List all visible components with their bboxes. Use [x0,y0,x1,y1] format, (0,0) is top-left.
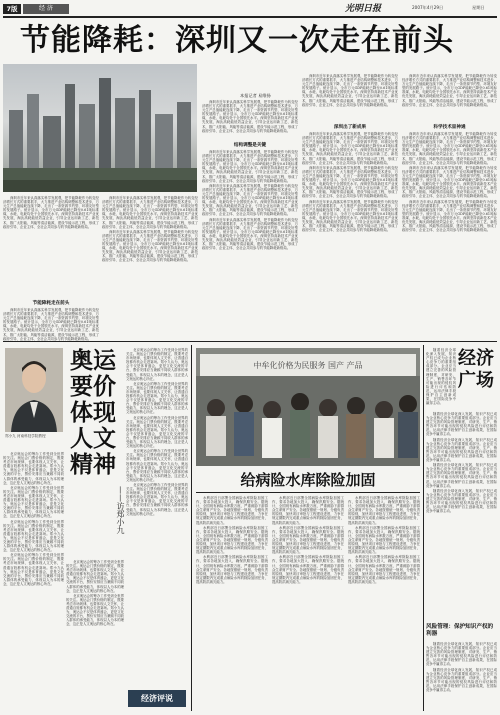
column-intro-text: 随着经济全球化深入发展，知识产权已成为企业核心竞争力的重要组成部分。企业应当建立完善的风险管理制度，对研发、生产、销售各环节可能出现的侵权风险进行评估和防范，运用法律手段保护自主创新成果，在国际竞争中赢得主动。 [426,348,456,406]
health-body-col-2: 水利部近日部署全国病险水库除险加固工作，要求各地加大投入，确保汛期安全。据统计，全国现有病险水库数万座，严重威胁下游群众生命财产安全。各地按照统一规划、分级负责的原则，加快项目审批与工程建设进度，力争在规定期限内完成重点病险水库的除险加固任务，提高防洪减灾能力。 水利部近日部署全国病险水库除险加固工作，要求各地加大投入，确保汛期安全。据统计，全国现有病险水库数万座，严重威胁下游群众生命财产安全。各地按照统一规划、分级负责的原则，加快项目审批与工程建设进度，力争在规定期限内完成重点病险水库的除险加固任务，提高防洪减灾能力。 水利部近日部署全国病险水库除险加固工作，要求各地加大投入，确保汛期安全。据统计，全国现有病险水库数万座，严重威胁下游群众生命财产安全。各地按照统一规划、分级负责的原则，加快项目审批与工程建设进度，力争在规定期限内完成重点病险水库的除险加固任务，提高防洪减灾能力。 [272,496,344,584]
section-divider-rule [3,341,497,342]
portrait-photo [5,348,63,432]
masthead-logo: 光明日报 [345,4,382,14]
vertical-rule-left [191,345,192,711]
commentary-body-col-3: 北京奥运会的筹办工作受到全世界的关注。奥运会门票价格的制定，既要考虑市场规律，也要体现人文关怀，让普通百姓都有机会走进赛场。郑小九认为，奥运会不仅是体育盛会，更是文化交流的平台，票价安排应当兼顾不同收入群体的承受能力，体现以人为本的理念，这正是人文奥运的核心所在。 北京奥运会的筹办工作受到全世界的关注。奥运会门票价格的制定，既要考虑市场规律，也要体现人文关怀，让普通百姓都有机会走进赛场。郑小九认为，奥运会不仅是体育盛会，更是文化交流的平台，票价安排应当兼顾不同收入群体的承受能力，体现以人为本的理念，这正是人文奥运的核心所在。 北京奥运会的筹办工作受到全世界的关注。奥运会门票价格的制定，既要考虑市场规律，也要体现人文关怀，让普通百姓都有机会走进赛场。郑小九认为，奥运会不仅是体育盛会，更是文化交流的平台，票价安排应当兼顾不同收入群体的承受能力，体现以人为本的理念，这正是人文奥运的核心所在。 北京奥运会的筹办工作受到全世界的关注。奥运会门票价格的制定，既要考虑市场规律，也要体现人文关怀，让普通百姓都有机会走进赛场。郑小九认为，奥运会不仅是体育盛会，更是文化交流的平台，票价安排应当兼顾不同收入群体的承受能力，体现以人为本的理念，这正是人文奥运的核心所在。 北京奥运会的筹办工作受到全世界的关注。奥运会门票价格的制定，既要考虑市场规律，也要体现人文关怀，让普通百姓都有机会走进赛场。郑小九认为，奥运会不仅是体育盛会，更是文化交流的平台，票价安排应当兼顾不同收入群体的承受能力，体现以人为本的理念，这正是人文奥运的核心所在。 [126,348,188,516]
lead-body-col-4b: 深圳市近年来认真落实科学发展观，把节能降耗作为转变经济增长方式的重要抓手，大力推进产业结构调整和技术进步，万元生产总值能耗连续下降，走出了一条资源节约型、环境友好型的发展路子。统计显示，全市万元GDP能耗已降至0.61吨标准煤，水耗、电耗均处于全国领先水平。深圳坚持高新技术产业优先发展，淘汰高耗能低效益企业，引导企业运用新工艺、新技术，推广太阳能、风能等清洁能源，建设节能示范工程，形成了政府引导、企业主体、全社会共同参与的节能降耗新格局。 深圳市近年来认真落实科学发展观，把节能降耗作为转变经济增长方式的重要抓手，大力推进产业结构调整和技术进步，万元生产总值能耗连续下降，走出了一条资源节约型、环境友好型的发展路子。统计显示，全市万元GDP能耗已降至0.61吨标准煤，水耗、电耗均处于全国领先水平。深圳坚持高新技术产业优先发展，淘汰高耗能低效益企业，引导企业运用新工艺、新技术，推广太阳能、风能等清洁能源，建设节能示范工程，形成了政府引导、企业主体、全社会共同参与的节能降耗新格局。 深圳市近年来认真落实科学发展观，把节能降耗作为转变经济增长方式的重要抓手，大力推进产业结构调整和技术进步，万元生产总值能耗连续下降，走出了一条资源节约型、环境友好型的发展路子。统计显示，全市万元GDP能耗已降至0.61吨标准煤，水耗、电耗均处于全国领先水平。深圳坚持高新技术产业优先发展，淘汰高耗能低效益企业，引导企业运用新工艺、新技术，推广太阳能、风能等清洁能源，建设节能示范工程，形成了政府引导、企业主体、全社会共同参与的节能降耗新格局。 [302,132,398,233]
lead-subhead-2: 结构调整是关键 [233,143,267,148]
lead-subhead-4: 科学技术显神通 [433,125,466,130]
column-body-1: 随着经济全球化深入发展，知识产权已成为企业核心竞争力的重要组成部分。企业应当建立完善的风险管理制度，对研发、生产、销售各环节可能出现的侵权风险进行评估和防范，运用法律手段保护自主创新成果，在国际竞争中赢得主动。 随着经济全球化深入发展，知识产权已成为企业核心竞争力的重要组成部分。企业应当建立完善的风险管理制度，对研发、生产、销售各环节可能出现的侵权风险进行评估和防范，运用法律手段保护自主创新成果，在国际竞争中赢得主动。 随着经济全球化深入发展，知识产权已成为企业核心竞争力的重要组成部分。企业应当建立完善的风险管理制度，对研发、生产、销售各环节可能出现的侵权风险进行评估和防范，运用法律手段保护自主创新成果，在国际竞争中赢得主动。 随着经济全球化深入发展，知识产权已成为企业核心竞争力的重要组成部分。企业应当建立完善的风险管理制度，对研发、生产、销售各环节可能出现的侵权风险进行评估和防范，运用法律手段保护自主创新成果，在国际竞争中赢得主动。 [426,412,497,514]
lead-body-col-5: 深圳市近年来认真落实科学发展观，把节能降耗作为转变经济增长方式的重要抓手，大力推进产业结构调整和技术进步，万元生产总值能耗连续下降，走出了一条资源节约型、环境友好型的发展路子。统计显示，全市万元GDP能耗已降至0.61吨标准煤，水耗、电耗均处于全国领先水平。深圳坚持高新技术产业优先发展，淘汰高耗能低效益企业，引导企业运用新工艺、新技术，推广太阳能、风能等清洁能源，建设节能示范工程，形成了政府引导、企业主体、全社会共同参与的节能降耗新格局。 [402,74,497,107]
column-subheadline: 风险管理：保护知识产权的利器 [426,624,494,637]
lead-headline: 节能降耗：深圳又一次走在前头 [20,23,454,58]
commentary-byline: ——访郑小九 [116,486,125,534]
vertical-rule-right [423,345,424,711]
portrait-caption: 郑小九 河南科技学院教授 [5,434,46,438]
issue-weekday: 星期日 [472,5,485,10]
page-number-box: 7版 [3,4,21,14]
photo-banner-text: 中牟化价格为民服务 国产 产品 [253,361,363,370]
health-headline: 给病险水库除险加固 [240,471,376,489]
crowd-photo [196,348,420,466]
lead-body-col-3b: 深圳市近年来认真落实科学发展观，把节能降耗作为转变经济增长方式的重要抓手，大力推进产业结构调整和技术进步，万元生产总值能耗连续下降，走出了一条资源节约型、环境友好型的发展路子。统计显示，全市万元GDP能耗已降至0.61吨标准煤，水耗、电耗均处于全国领先水平。深圳坚持高新技术产业优先发展，淘汰高耗能低效益企业，引导企业运用新工艺、新技术，推广太阳能、风能等清洁能源，建设节能示范工程，形成了政府引导、企业主体、全社会共同参与的节能降耗新格局。 深圳市近年来认真落实科学发展观，把节能降耗作为转变经济增长方式的重要抓手，大力推进产业结构调整和技术进步，万元生产总值能耗连续下降，走出了一条资源节约型、环境友好型的发展路子。统计显示，全市万元GDP能耗已降至0.61吨标准煤，水耗、电耗均处于全国领先水平。深圳坚持高新技术产业优先发展，淘汰高耗能低效益企业，引导企业运用新工艺、新技术，推广太阳能、风能等清洁能源，建设节能示范工程，形成了政府引导、企业主体、全社会共同参与的节能降耗新格局。 深圳市近年来认真落实科学发展观，把节能降耗作为转变经济增长方式的重要抓手，大力推进产业结构调整和技术进步，万元生产总值能耗连续下降，走出了一条资源节约型、环境友好型的发展路子。统计显示，全市万元GDP能耗已降至0.61吨标准煤，水耗、电耗均处于全国领先水平。深圳坚持高新技术产业优先发展，淘汰高耗能低效益企业，引导企业运用新工艺、新技术，推广太阳能、风能等清洁能源，建设节能示范工程，形成了政府引导、企业主体、全社会共同参与的节能降耗新格局。 [202,150,298,251]
column-body-2: 随着经济全球化深入发展，知识产权已成为企业核心竞争力的重要组成部分。企业应当建立完善的风险管理制度，对研发、生产、销售各环节可能出现的侵权风险进行评估和防范，运用法律手段保护自主创新成果，在国际竞争中赢得主动。 随着经济全球化深入发展，知识产权已成为企业核心竞争力的重要组成部分。企业应当建立完善的风险管理制度，对研发、生产、销售各环节可能出现的侵权风险进行评估和防范，运用法律手段保护自主创新成果，在国际竞争中赢得主动。 [426,642,497,693]
lead-body-col-1: 深圳市近年来认真落实科学发展观，把节能降耗作为转变经济增长方式的重要抓手，大力推进产业结构调整和技术进步，万元生产总值能耗连续下降，走出了一条资源节约型、环境友好型的发展路子。统计显示，全市万元GDP能耗已降至0.61吨标准煤，水耗、电耗均处于全国领先水平。深圳坚持高新技术产业优先发展，淘汰高耗能低效益企业，引导企业运用新工艺、新技术，推广太阳能、风能等清洁能源，建设节能示范工程，形成了政府引导、企业主体、全社会共同参与的节能降耗新格局。 [3,196,99,229]
health-body-col-3: 水利部近日部署全国病险水库除险加固工作，要求各地加大投入，确保汛期安全。据统计，全国现有病险水库数万座，严重威胁下游群众生命财产安全。各地按照统一规划、分级负责的原则，加快项目审批与工程建设进度，力争在规定期限内完成重点病险水库的除险加固任务，提高防洪减灾能力。 水利部近日部署全国病险水库除险加固工作，要求各地加大投入，确保汛期安全。据统计，全国现有病险水库数万座，严重威胁下游群众生命财产安全。各地按照统一规划、分级负责的原则，加快项目审批与工程建设进度，力争在规定期限内完成重点病险水库的除险加固任务，提高防洪减灾能力。 水利部近日部署全国病险水库除险加固工作，要求各地加大投入，确保汛期安全。据统计，全国现有病险水库数万座，严重威胁下游群众生命财产安全。各地按照统一规划、分级负责的原则，加快项目审批与工程建设进度，力争在规定期限内完成重点病险水库的除险加固任务，提高防洪减灾能力。 [348,496,420,584]
masthead-rule [3,16,497,18]
lead-subhead-1: 节能降耗走在前头 [32,301,70,306]
issue-date: 2007年4月29日 [412,5,444,10]
lead-body-col-1b: 深圳市近年来认真落实科学发展观，把节能降耗作为转变经济增长方式的重要抓手，大力推进产业结构调整和技术进步，万元生产总值能耗连续下降，走出了一条资源节约型、环境友好型的发展路子。统计显示，全市万元GDP能耗已降至0.61吨标准煤，水耗、电耗均处于全国领先水平。深圳坚持高新技术产业优先发展，淘汰高耗能低效益企业，引导企业运用新工艺、新技术，推广太阳能、风能等清洁能源，建设节能示范工程，形成了政府引导、企业主体、全社会共同参与的节能降耗新格局。 [3,308,99,341]
commentary-headline: 奥运要价体现人文精神 [70,347,116,478]
commentary-body-col-1: 北京奥运会的筹办工作受到全世界的关注。奥运会门票价格的制定，既要考虑市场规律，也要体现人文关怀，让普通百姓都有机会走进赛场。郑小九认为，奥运会不仅是体育盛会，更是文化交流的平台，票价安排应当兼顾不同收入群体的承受能力，体现以人为本的理念，这正是人文奥运的核心所在。 北京奥运会的筹办工作受到全世界的关注。奥运会门票价格的制定，既要考虑市场规律，也要体现人文关怀，让普通百姓都有机会走进赛场。郑小九认为，奥运会不仅是体育盛会，更是文化交流的平台，票价安排应当兼顾不同收入群体的承受能力，体现以人为本的理念，这正是人文奥运的核心所在。 北京奥运会的筹办工作受到全世界的关注。奥运会门票价格的制定，既要考虑市场规律，也要体现人文关怀，让普通百姓都有机会走进赛场。郑小九认为，奥运会不仅是体育盛会，更是文化交流的平台，票价安排应当兼顾不同收入群体的承受能力，体现以人为本的理念，这正是人文奥运的核心所在。 北京奥运会的筹办工作受到全世界的关注。奥运会门票价格的制定，既要考虑市场规律，也要体现人文关怀，让普通百姓都有机会走进赛场。郑小九认为，奥运会不仅是体育盛会，更是文化交流的平台，票价安排应当兼顾不同收入群体的承受能力，体现以人为本的理念，这正是人文奥运的核心所在。 [3,452,64,586]
skyline-graphic [3,64,197,192]
health-body-col-1: 水利部近日部署全国病险水库除险加固工作，要求各地加大投入，确保汛期安全。据统计，全国现有病险水库数万座，严重威胁下游群众生命财产安全。各地按照统一规划、分级负责的原则，加快项目审批与工程建设进度，力争在规定期限内完成重点病险水库的除险加固任务，提高防洪减灾能力。 水利部近日部署全国病险水库除险加固工作，要求各地加大投入，确保汛期安全。据统计，全国现有病险水库数万座，严重威胁下游群众生命财产安全。各地按照统一规划、分级负责的原则，加快项目审批与工程建设进度，力争在规定期限内完成重点病险水库的除险加固任务，提高防洪减灾能力。 水利部近日部署全国病险水库除险加固工作，要求各地加大投入，确保汛期安全。据统计，全国现有病险水库数万座，严重威胁下游群众生命财产安全。各地按照统一规划、分级负责的原则，加快项目审批与工程建设进度，力争在规定期限内完成重点病险水库的除险加固任务，提高防洪减灾能力。 [196,496,268,584]
portrait-graphic [5,348,63,432]
column-title: 经济广场 [458,348,494,391]
crowd-graphic [196,348,420,466]
lead-body-col-5b: 深圳市近年来认真落实科学发展观，把节能降耗作为转变经济增长方式的重要抓手，大力推进产业结构调整和技术进步，万元生产总值能耗连续下降，走出了一条资源节约型、环境友好型的发展路子。统计显示，全市万元GDP能耗已降至0.61吨标准煤，水耗、电耗均处于全国领先水平。深圳坚持高新技术产业优先发展，淘汰高耗能低效益企业，引导企业运用新工艺、新技术，推广太阳能、风能等清洁能源，建设节能示范工程，形成了政府引导、企业主体、全社会共同参与的节能降耗新格局。 深圳市近年来认真落实科学发展观，把节能降耗作为转变经济增长方式的重要抓手，大力推进产业结构调整和技术进步，万元生产总值能耗连续下降，走出了一条资源节约型、环境友好型的发展路子。统计显示，全市万元GDP能耗已降至0.61吨标准煤，水耗、电耗均处于全国领先水平。深圳坚持高新技术产业优先发展，淘汰高耗能低效益企业，引导企业运用新工艺、新技术，推广太阳能、风能等清洁能源，建设节能示范工程，形成了政府引导、企业主体、全社会共同参与的节能降耗新格局。 深圳市近年来认真落实科学发展观，把节能降耗作为转变经济增长方式的重要抓手，大力推进产业结构调整和技术进步，万元生产总值能耗连续下降，走出了一条资源节约型、环境友好型的发展路子。统计显示，全市万元GDP能耗已降至0.61吨标准煤，水耗、电耗均处于全国领先水平。深圳坚持高新技术产业优先发展，淘汰高耗能低效益企业，引导企业运用新工艺、新技术，推广太阳能、风能等清洁能源，建设节能示范工程，形成了政府引导、企业主体、全社会共同参与的节能降耗新格局。 [402,132,497,233]
commentary-body-col-2: 北京奥运会的筹办工作受到全世界的关注。奥运会门票价格的制定，既要考虑市场规律，也要体现人文关怀，让普通百姓都有机会走进赛场。郑小九认为，奥运会不仅是体育盛会，更是文化交流的平台，票价安排应当兼顾不同收入群体的承受能力，体现以人为本的理念，这正是人文奥运的核心所在。 北京奥运会的筹办工作受到全世界的关注。奥运会门票价格的制定，既要考虑市场规律，也要体现人文关怀，让普通百姓都有机会走进赛场。郑小九认为，奥运会不仅是体育盛会，更是文化交流的平台，票价安排应当兼顾不同收入群体的承受能力，体现以人为本的理念，这正是人文奥运的核心所在。 [66,560,124,627]
section-label: 经 济 [23,4,69,14]
lead-body-col-3: 深圳市近年来认真落实科学发展观，把节能降耗作为转变经济增长方式的重要抓手，大力推进产业结构调整和技术进步，万元生产总值能耗连续下降，走出了一条资源节约型、环境友好型的发展路子。统计显示，全市万元GDP能耗已降至0.61吨标准煤，水耗、电耗均处于全国领先水平。深圳坚持高新技术产业优先发展，淘汰高耗能低效益企业，引导企业运用新工艺、新技术，推广太阳能、风能等清洁能源，建设节能示范工程，形成了政府引导、企业主体、全社会共同参与的节能降耗新格局。 [202,100,298,133]
footer-banner: 经济评说 [128,690,186,707]
lead-byline: 本报记者 易维扬 [240,93,271,98]
city-skyline-photo [3,64,197,192]
health-headline-rule [196,492,420,493]
lead-body-col-2: 深圳市近年来认真落实科学发展观，把节能降耗作为转变经济增长方式的重要抓手，大力推进产业结构调整和技术进步，万元生产总值能耗连续下降，走出了一条资源节约型、环境友好型的发展路子。统计显示，全市万元GDP能耗已降至0.61吨标准煤，水耗、电耗均处于全国领先水平。深圳坚持高新技术产业优先发展，淘汰高耗能低效益企业，引导企业运用新工艺、新技术，推广太阳能、风能等清洁能源，建设节能示范工程，形成了政府引导、企业主体、全社会共同参与的节能降耗新格局。 深圳市近年来认真落实科学发展观，把节能降耗作为转变经济增长方式的重要抓手，大力推进产业结构调整和技术进步，万元生产总值能耗连续下降，走出了一条资源节约型、环境友好型的发展路子。统计显示，全市万元GDP能耗已降至0.61吨标准煤，水耗、电耗均处于全国领先水平。深圳坚持高新技术产业优先发展，淘汰高耗能低效益企业，引导企业运用新工艺、新技术，推广太阳能、风能等清洁能源，建设节能示范工程，形成了政府引导、企业主体、全社会共同参与的节能降耗新格局。 [102,196,198,263]
lead-subhead-3: 深圳出了新成果 [333,125,367,130]
lead-body-col-4: 深圳市近年来认真落实科学发展观，把节能降耗作为转变经济增长方式的重要抓手，大力推进产业结构调整和技术进步，万元生产总值能耗连续下降，走出了一条资源节约型、环境友好型的发展路子。统计显示，全市万元GDP能耗已降至0.61吨标准煤，水耗、电耗均处于全国领先水平。深圳坚持高新技术产业优先发展，淘汰高耗能低效益企业，引导企业运用新工艺、新技术，推广太阳能、风能等清洁能源，建设节能示范工程，形成了政府引导、企业主体、全社会共同参与的节能降耗新格局。 [302,74,398,107]
